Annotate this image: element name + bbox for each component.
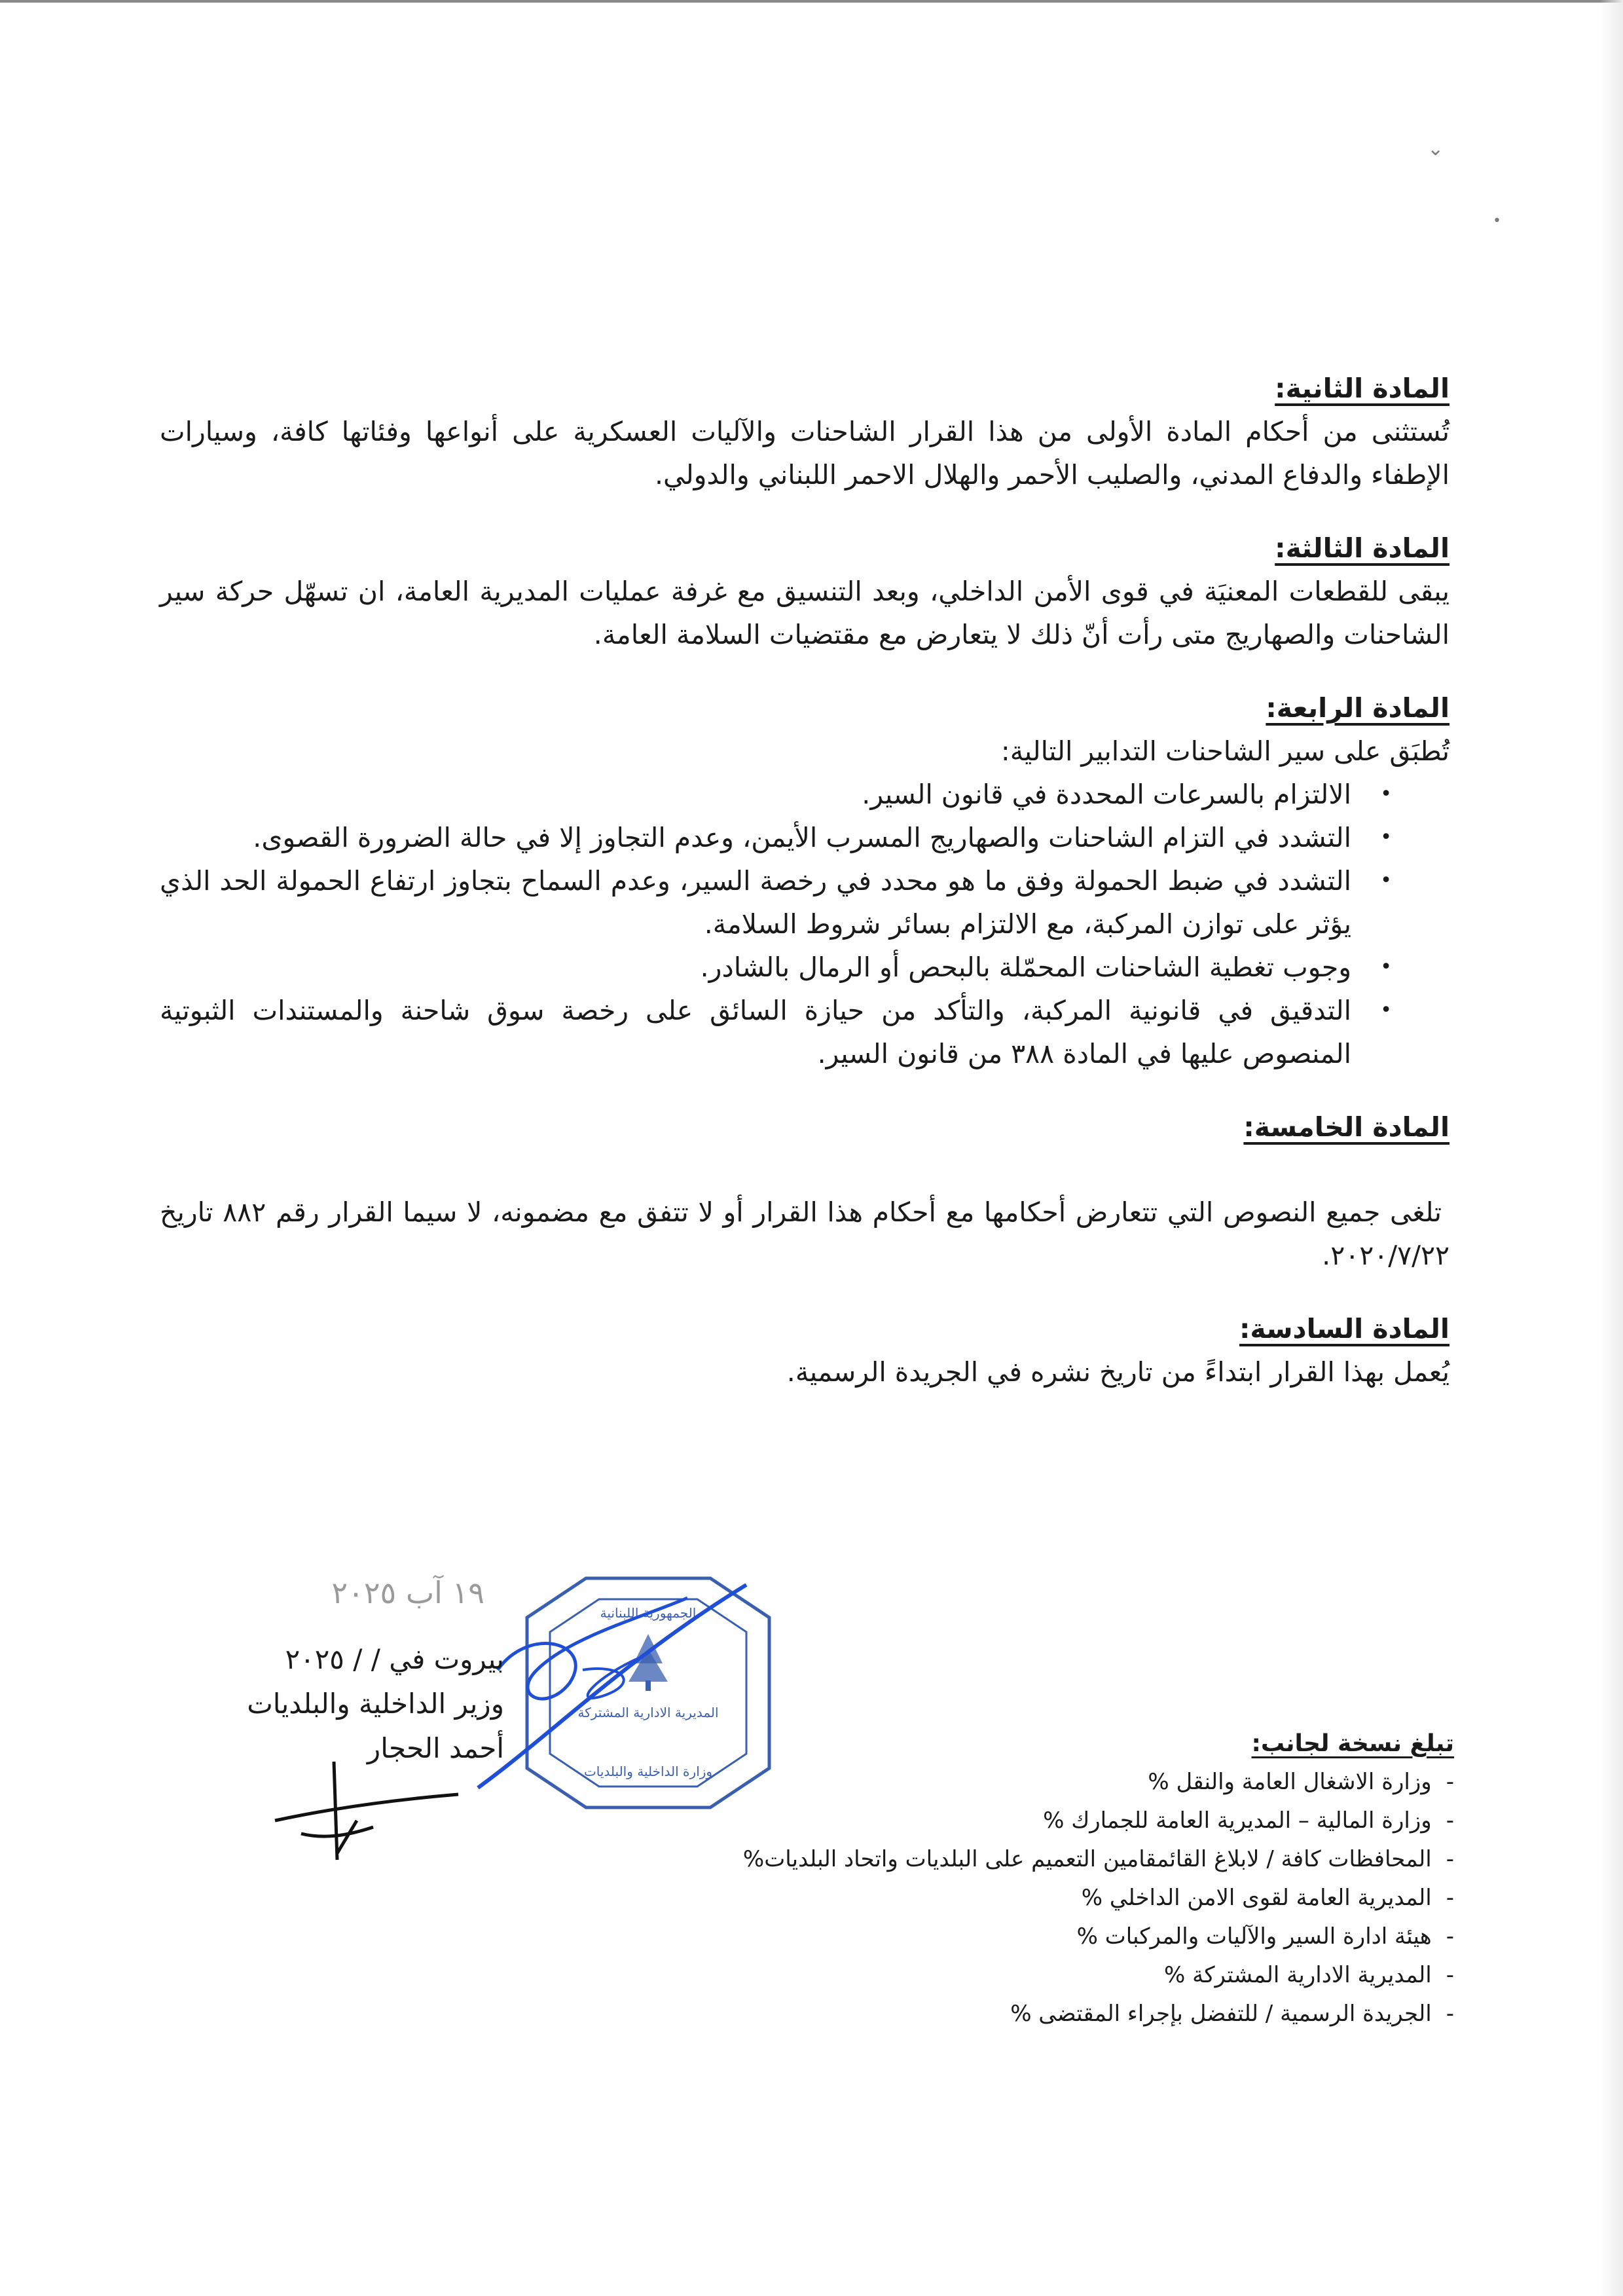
list-item-text: التشدد في التزام الشاحنات والصهاريج المسرب الأيمن، وعدم التجاوز إلا في حالة الضرورة القصوى.	[253, 822, 1351, 853]
recipient-text: وزارة الاشغال العامة والنقل %	[1148, 1769, 1432, 1795]
article-3	[160, 527, 1450, 656]
dash-marker: -	[1446, 1885, 1454, 1911]
article-heading: المادة السادسة:	[1239, 1313, 1450, 1344]
recipients-title: تبلغ نسخة لجانب:	[1251, 1730, 1454, 1757]
list-item	[160, 859, 1392, 946]
recipient-text: المديرية العامة لقوى الامن الداخلي %	[1081, 1885, 1432, 1911]
dash-marker: -	[1446, 2001, 1454, 2027]
scan-speck: ⌄	[1427, 138, 1444, 160]
recipient-text: المديرية الادارية المشتركة %	[1164, 1962, 1432, 1988]
dash-marker: -	[1446, 1923, 1454, 1950]
article-heading: المادة الرابعة:	[1266, 692, 1450, 724]
article-text: تُستثنى من أحكام المادة الأولى من هذا القرار الشاحنات والآليات العسكرية على أنواعها وفئاتها كافة، وسيارات الإطفاء والدفاع المدني، والصليب الأحمر والهلال الاحمر اللبناني والدولي.	[160, 416, 1450, 491]
article-text: تلغى جميع النصوص التي تتعارض أحكامها مع أحكام هذا القرار أو لا تتفق مع مضمونه، لا سيما القرار رقم ٨٨٢ تاريخ ٢٠٢٠/٧/٢٢.	[160, 1196, 1450, 1271]
bullet-icon: •	[1380, 955, 1392, 978]
bullet-icon: •	[1380, 826, 1392, 849]
list-item	[799, 1763, 1454, 1802]
recipient-text: هيئة ادارة السير والآليات والمركبات %	[1076, 1923, 1432, 1950]
place-date: بيروت في / / ٢٠٢٥	[285, 1643, 504, 1675]
recipient-text: وزارة المالية – المديرية العامة للجمارك %	[1043, 1807, 1432, 1834]
article-heading: المادة الخامسة:	[1243, 1111, 1450, 1143]
decree-body	[160, 367, 1450, 1424]
article-2	[160, 367, 1450, 496]
article-heading: المادة الثانية:	[1275, 373, 1450, 404]
list-item	[799, 1917, 1454, 1956]
article-heading: المادة الثالثة:	[1275, 532, 1450, 564]
list-item	[799, 1995, 1454, 2033]
list-item	[799, 1802, 1454, 1840]
recipients-block	[742, 1724, 1454, 2033]
minister-name: أحمد الحجار	[367, 1732, 504, 1764]
list-item	[799, 1956, 1454, 1995]
list-item	[742, 1840, 1454, 1879]
spacer	[160, 1149, 1450, 1191]
list-item	[160, 773, 1392, 816]
bullet-icon: •	[1380, 783, 1392, 805]
seal-bottom-text: وزارة الداخلية والبلديات	[583, 1764, 713, 1779]
article-5	[160, 1105, 1450, 1277]
dash-marker: -	[1446, 1807, 1454, 1834]
dash-marker: -	[1446, 1962, 1454, 1988]
article-text: يبقى للقطعات المعنيَة في قوى الأمن الداخلي، وبعد التنسيق مع غرفة عمليات المديرية العامة، ان تسهّل حركة سير الشاحنات والصهاريج متى رأت أنّ ذلك لا يتعارض مع مقتضيات السلامة العامة.	[160, 576, 1450, 650]
measures-list	[160, 773, 1450, 1075]
list-item	[160, 946, 1392, 989]
received-date-stamp: ١٩ آب ٢٠٢٥	[331, 1575, 484, 1610]
signature-block	[151, 1637, 504, 1771]
bullet-icon: •	[1380, 999, 1392, 1022]
article-4	[160, 686, 1450, 1075]
recipient-text: المحافظات كافة / لابلاغ القائمقامين التعميم على البلديات واتحاد البلديات%	[742, 1846, 1432, 1872]
list-item-text: وجوب تغطية الشاحنات المحمّلة بالبحص أو الرمال بالشادر.	[700, 952, 1351, 983]
recipients-list	[742, 1763, 1454, 2033]
scan-speck: •	[1493, 213, 1501, 229]
list-item	[160, 989, 1392, 1075]
article-intro: تُطبَق على سير الشاحنات التدابير التالية:	[1000, 735, 1450, 767]
seal-top-text: الجمهورية اللبنانية	[600, 1605, 697, 1621]
page-right-shadow	[1599, 0, 1623, 2296]
list-item-text: التدقيق في قانونية المركبة، والتأكد من حيازة السائق على رخصة سوق شاحنة والمستندات الثبوتية المنصوص عليها في المادة ٣٨٨ من قانون السير.	[160, 995, 1351, 1069]
article-text: يُعمل بهذا القرار ابتداءً من تاريخ نشره في الجريدة الرسمية.	[786, 1356, 1450, 1388]
signature-icon	[262, 1755, 478, 1866]
ministry-seal	[471, 1572, 825, 1814]
dash-marker: -	[1446, 1846, 1454, 1872]
list-item	[160, 816, 1392, 859]
page-top-edge	[0, 0, 1623, 3]
bullet-icon: •	[1380, 869, 1392, 892]
list-item-text: التشدد في ضبط الحمولة وفق ما هو محدد في رخصة السير، وعدم السماح بتجاوز ارتفاع الحمولة الحد الذي يؤثر على توازن المركبة، مع الالتزام بسائر شروط السلامة.	[160, 865, 1351, 940]
seal-center-text: المديرية الادارية المشتركة	[577, 1705, 719, 1720]
dash-marker: -	[1446, 1769, 1454, 1795]
minister-title: وزير الداخلية والبلديات	[247, 1688, 504, 1720]
recipient-text: الجريدة الرسمية / للتفضل بإجراء المقتضى %	[1010, 2001, 1432, 2027]
list-item-text: الالتزام بالسرعات المحددة في قانون السير.	[862, 779, 1351, 810]
article-6	[160, 1307, 1450, 1394]
list-item	[799, 1879, 1454, 1917]
